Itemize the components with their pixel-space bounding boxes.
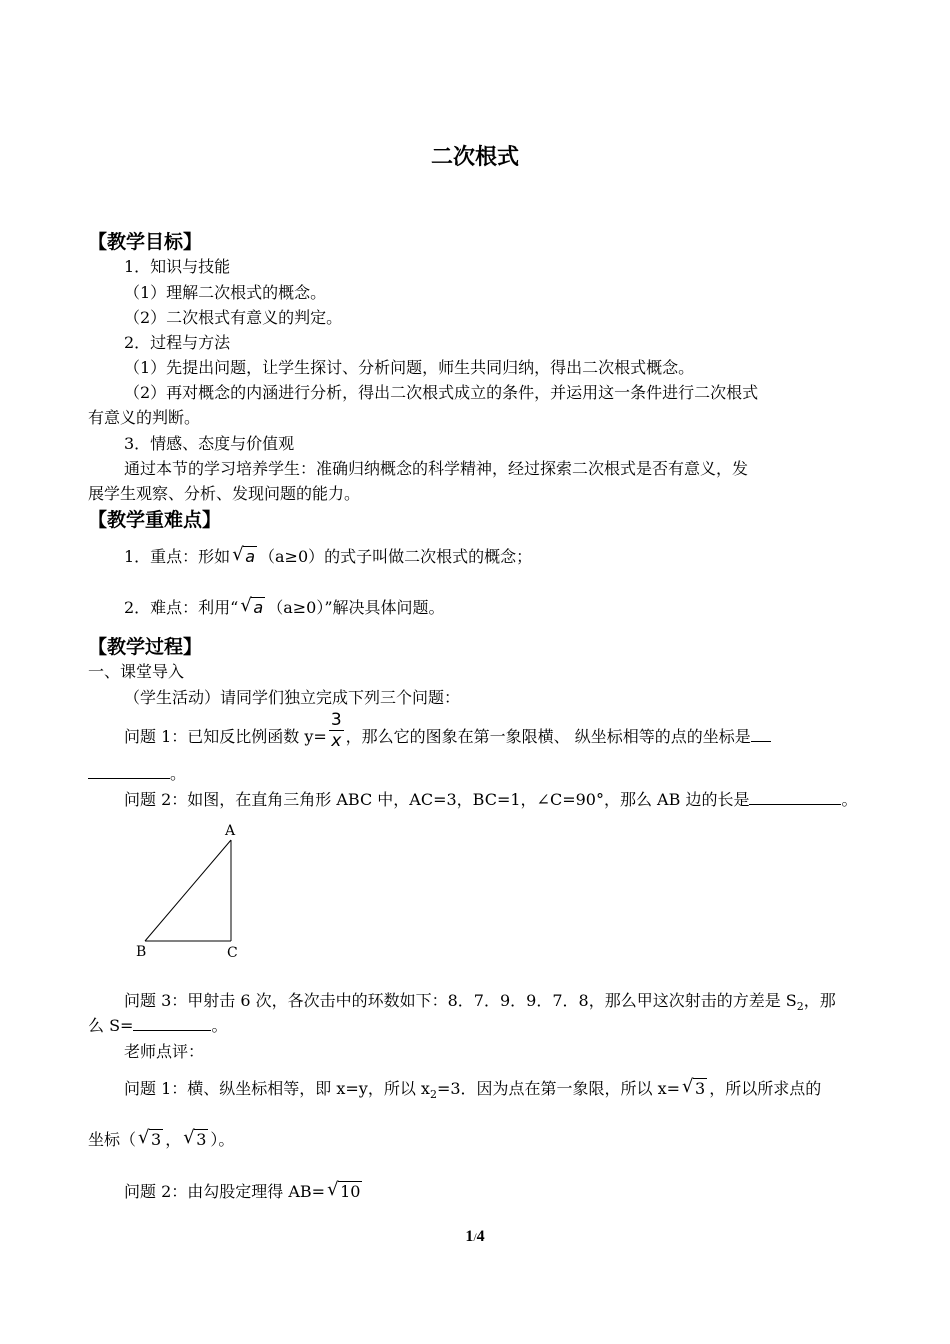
goal-3a-line1: 通过本节的学习培养学生：准确归纳概念的科学精神，经过探索二次根式是否有意义，发 (124, 459, 749, 478)
sqrt-3-expression-3: √ 3 (183, 1127, 207, 1149)
intro-heading: 一、课堂导入 (88, 662, 185, 681)
sqrt-3-radicand-3: 3 (196, 1130, 207, 1149)
teacher-comment: 老师点评： (124, 1042, 205, 1061)
sqrt-10-radicand: 10 (340, 1182, 361, 1201)
question-1-continued (88, 763, 186, 785)
student-activity: （学生活动）请同学们独立完成下列三个问题： (124, 688, 461, 707)
goal-3: 3．情感、态度与价值观 (124, 434, 295, 453)
right-triangle-figure (130, 820, 250, 965)
sqrt-3-expression: √ 3 (682, 1076, 706, 1098)
keypoint-1 (124, 546, 532, 568)
sqrt-a-expression: √ a (232, 544, 255, 566)
total-pages: 4 (476, 1228, 485, 1245)
sqrt-a-expression-2: √ a (240, 595, 264, 617)
sqrt-3-radicand: 3 (695, 1079, 706, 1098)
question-3-end: 。 (211, 1016, 228, 1035)
keypoints-heading: 【教学重难点】 (88, 509, 222, 531)
keypoint-2-prefix: 2．难点：利用“ (124, 598, 239, 617)
question-3-line1 (124, 990, 836, 1018)
fraction-numerator: 3 (330, 710, 342, 730)
keypoint-2 (124, 597, 445, 619)
answer-1-line1 (124, 1078, 821, 1106)
answer-blank-3[interactable] (133, 1016, 211, 1031)
answer-1-comma: ， (165, 1130, 182, 1149)
keypoint-1-prefix: 1．重点：形如 (124, 547, 231, 566)
fraction-denominator: x (331, 731, 342, 751)
goal-2b-line1: （2）再对概念的内涵进行分析，得出二次根式成立的条件，并运用这一条件进行二次根式 (124, 383, 759, 402)
vertex-a-label: A (225, 823, 236, 839)
question-3-text: 问题 3：甲射击 6 次，各次击中的环数如下：8．7．9．9．7．8，那么甲这次射击的方差是 S (124, 991, 797, 1010)
answer-blank-1b[interactable] (88, 764, 170, 779)
keypoint-1-suffix: （a≥0）的式子叫做二次根式的概念； (259, 547, 533, 566)
answer-1-text-3: ，所以所求点的 (709, 1079, 822, 1098)
goal-2a: （1）先提出问题，让学生探讨、分析问题，师生共同归纳，得出二次根式概念。 (124, 358, 695, 377)
answer-2 (124, 1181, 364, 1203)
sqrt-10-expression: √ 10 (327, 1179, 361, 1201)
side-ab (145, 840, 231, 941)
page-number (0, 1228, 950, 1246)
answer-1-coord-suffix: ）。 (210, 1130, 235, 1149)
answer-1-coord-prefix: 坐标（ (88, 1130, 137, 1149)
sqrt-a-radicand-2: a (253, 598, 264, 617)
question-1-text: ，那么它的图象在第一象限横、 纵坐标相等的点的坐标是 (345, 727, 751, 746)
question-1-end: 。 (170, 764, 187, 783)
answer-1-line2 (88, 1129, 234, 1151)
question-1-prefix: 问题 1：已知反比例函数 y= (124, 727, 327, 746)
vertex-c-label: C (227, 945, 238, 961)
question-2 (124, 789, 857, 811)
answer-blank-1a[interactable] (751, 727, 771, 742)
answer-blank-2[interactable] (749, 790, 841, 805)
goal-3a-line2: 展学生观察、分析、发现问题的能力。 (88, 484, 361, 503)
variance-subscript: 2 (796, 1000, 804, 1014)
question-3-s: 么 S= (88, 1016, 134, 1035)
question-2-end: 。 (841, 790, 858, 809)
sqrt-3-radicand-2: 3 (151, 1130, 162, 1149)
question-3-line2 (88, 1015, 227, 1037)
page-separator: / (473, 1230, 477, 1244)
goal-1: 1．知识与技能 (124, 257, 231, 276)
answer-2-text: 问题 2：由勾股定理得 AB= (124, 1182, 326, 1201)
question-1 (124, 710, 771, 751)
goal-2: 2．过程与方法 (124, 333, 231, 352)
process-heading: 【教学过程】 (88, 636, 203, 658)
goal-1b: （2）二次根式有意义的判定。 (124, 308, 343, 327)
fraction-3-over-x (329, 710, 344, 751)
sqrt-a-radicand: a (245, 547, 255, 566)
sqrt-3-expression-2: √ 3 (138, 1127, 162, 1149)
answer-1-subscript: 2 (429, 1088, 437, 1102)
vertex-b-label: B (136, 944, 147, 960)
answer-1-text: 问题 1：横、纵坐标相等，即 x=y，所以 x (124, 1079, 430, 1098)
question-2-text: 问题 2：如图，在直角三角形 ABC 中，AC=3，BC=1，∠C=90°，那么 AB 边的长是 (124, 790, 750, 809)
goals-heading: 【教学目标】 (88, 231, 203, 253)
page-title: 二次根式 (430, 145, 519, 170)
current-page: 1 (465, 1228, 474, 1245)
goal-2b-line2: 有意义的判断。 (88, 408, 201, 427)
answer-1-text-2: =3．因为点在第一象限，所以 x= (436, 1079, 681, 1098)
question-3-text-2: ，那 (803, 991, 836, 1010)
keypoint-2-suffix: （a≥0）”解决具体问题。 (267, 598, 445, 617)
goal-1a: （1）理解二次根式的概念。 (124, 283, 327, 302)
